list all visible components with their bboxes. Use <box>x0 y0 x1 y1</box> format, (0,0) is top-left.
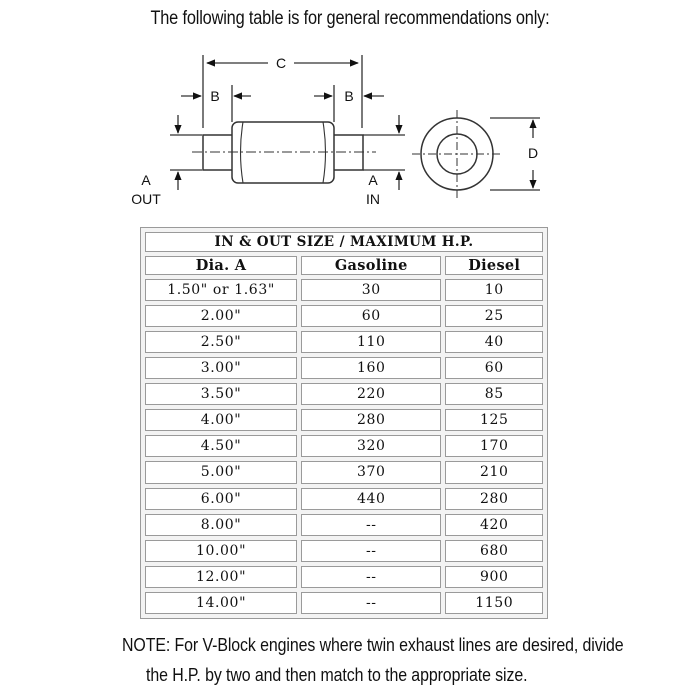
cell-gasoline: 440 <box>301 488 441 510</box>
cell-dia: 8.00" <box>145 514 297 536</box>
table-row <box>145 514 543 536</box>
hp-table <box>141 228 547 618</box>
label-b-right: B <box>344 88 354 104</box>
cell-dia: 4.00" <box>145 409 297 431</box>
cell-gasoline: 160 <box>301 357 441 379</box>
col-header-gasoline: Gasoline <box>301 256 441 275</box>
cell-diesel: 40 <box>445 331 543 353</box>
table-row <box>145 461 543 483</box>
cell-diesel: 900 <box>445 566 543 588</box>
intro-text: The following table is for general recommendations only: <box>150 8 550 29</box>
label-a-left: A <box>141 172 151 188</box>
cell-gasoline: -- <box>301 566 441 588</box>
cell-diesel: 25 <box>445 305 543 327</box>
table-header-row <box>145 256 543 275</box>
table-row <box>145 357 543 379</box>
cell-diesel: 60 <box>445 357 543 379</box>
label-out: OUT <box>131 191 161 207</box>
table-caption-row <box>145 232 543 252</box>
cell-dia: 4.50" <box>145 435 297 457</box>
cell-gasoline: -- <box>301 514 441 536</box>
cell-dia: 3.50" <box>145 383 297 405</box>
cell-diesel: 1150 <box>445 592 543 614</box>
cell-dia: 2.50" <box>145 331 297 353</box>
hp-table-frame <box>140 227 548 619</box>
cell-diesel: 280 <box>445 488 543 510</box>
table-row <box>145 409 543 431</box>
cell-gasoline: -- <box>301 592 441 614</box>
cell-dia: 2.00" <box>145 305 297 327</box>
table-row <box>145 383 543 405</box>
cell-gasoline: -- <box>301 540 441 562</box>
label-d: D <box>527 145 539 161</box>
cell-dia: 14.00" <box>145 592 297 614</box>
cell-diesel: 420 <box>445 514 543 536</box>
cell-gasoline: 110 <box>301 331 441 353</box>
note-line-1: NOTE: For V-Block engines where twin exhaust lines are desired, divide <box>122 634 624 655</box>
label-b-left: B <box>210 88 220 104</box>
cell-diesel: 680 <box>445 540 543 562</box>
table-row <box>145 566 543 588</box>
table-row <box>145 488 543 510</box>
cell-gasoline: 220 <box>301 383 441 405</box>
cell-dia: 12.00" <box>145 566 297 588</box>
cell-gasoline: 280 <box>301 409 441 431</box>
cell-dia: 10.00" <box>145 540 297 562</box>
table-caption: IN & OUT SIZE / MAXIMUM H.P. <box>145 232 543 252</box>
muffler-end-view <box>412 110 502 198</box>
cell-dia: 1.50" or 1.63" <box>145 279 297 301</box>
cell-gasoline: 370 <box>301 461 441 483</box>
table-row <box>145 540 543 562</box>
label-in: IN <box>366 191 380 207</box>
cell-diesel: 210 <box>445 461 543 483</box>
cell-diesel: 10 <box>445 279 543 301</box>
label-c: C <box>275 55 287 71</box>
col-header-dia: Dia. A <box>145 256 297 275</box>
table-row <box>145 305 543 327</box>
note-line-2: the H.P. by two and then match to the appropriate size. <box>146 664 528 685</box>
table-row <box>145 331 543 353</box>
table-row <box>145 435 543 457</box>
cell-dia: 5.00" <box>145 461 297 483</box>
col-header-diesel: Diesel <box>445 256 543 275</box>
label-a-right: A <box>368 172 378 188</box>
cell-gasoline: 30 <box>301 279 441 301</box>
table-row <box>145 592 543 614</box>
muffler-diagram <box>0 0 700 225</box>
cell-dia: 6.00" <box>145 488 297 510</box>
table-row <box>145 279 543 301</box>
cell-diesel: 125 <box>445 409 543 431</box>
cell-gasoline: 60 <box>301 305 441 327</box>
cell-diesel: 170 <box>445 435 543 457</box>
cell-diesel: 85 <box>445 383 543 405</box>
cell-dia: 3.00" <box>145 357 297 379</box>
cell-gasoline: 320 <box>301 435 441 457</box>
